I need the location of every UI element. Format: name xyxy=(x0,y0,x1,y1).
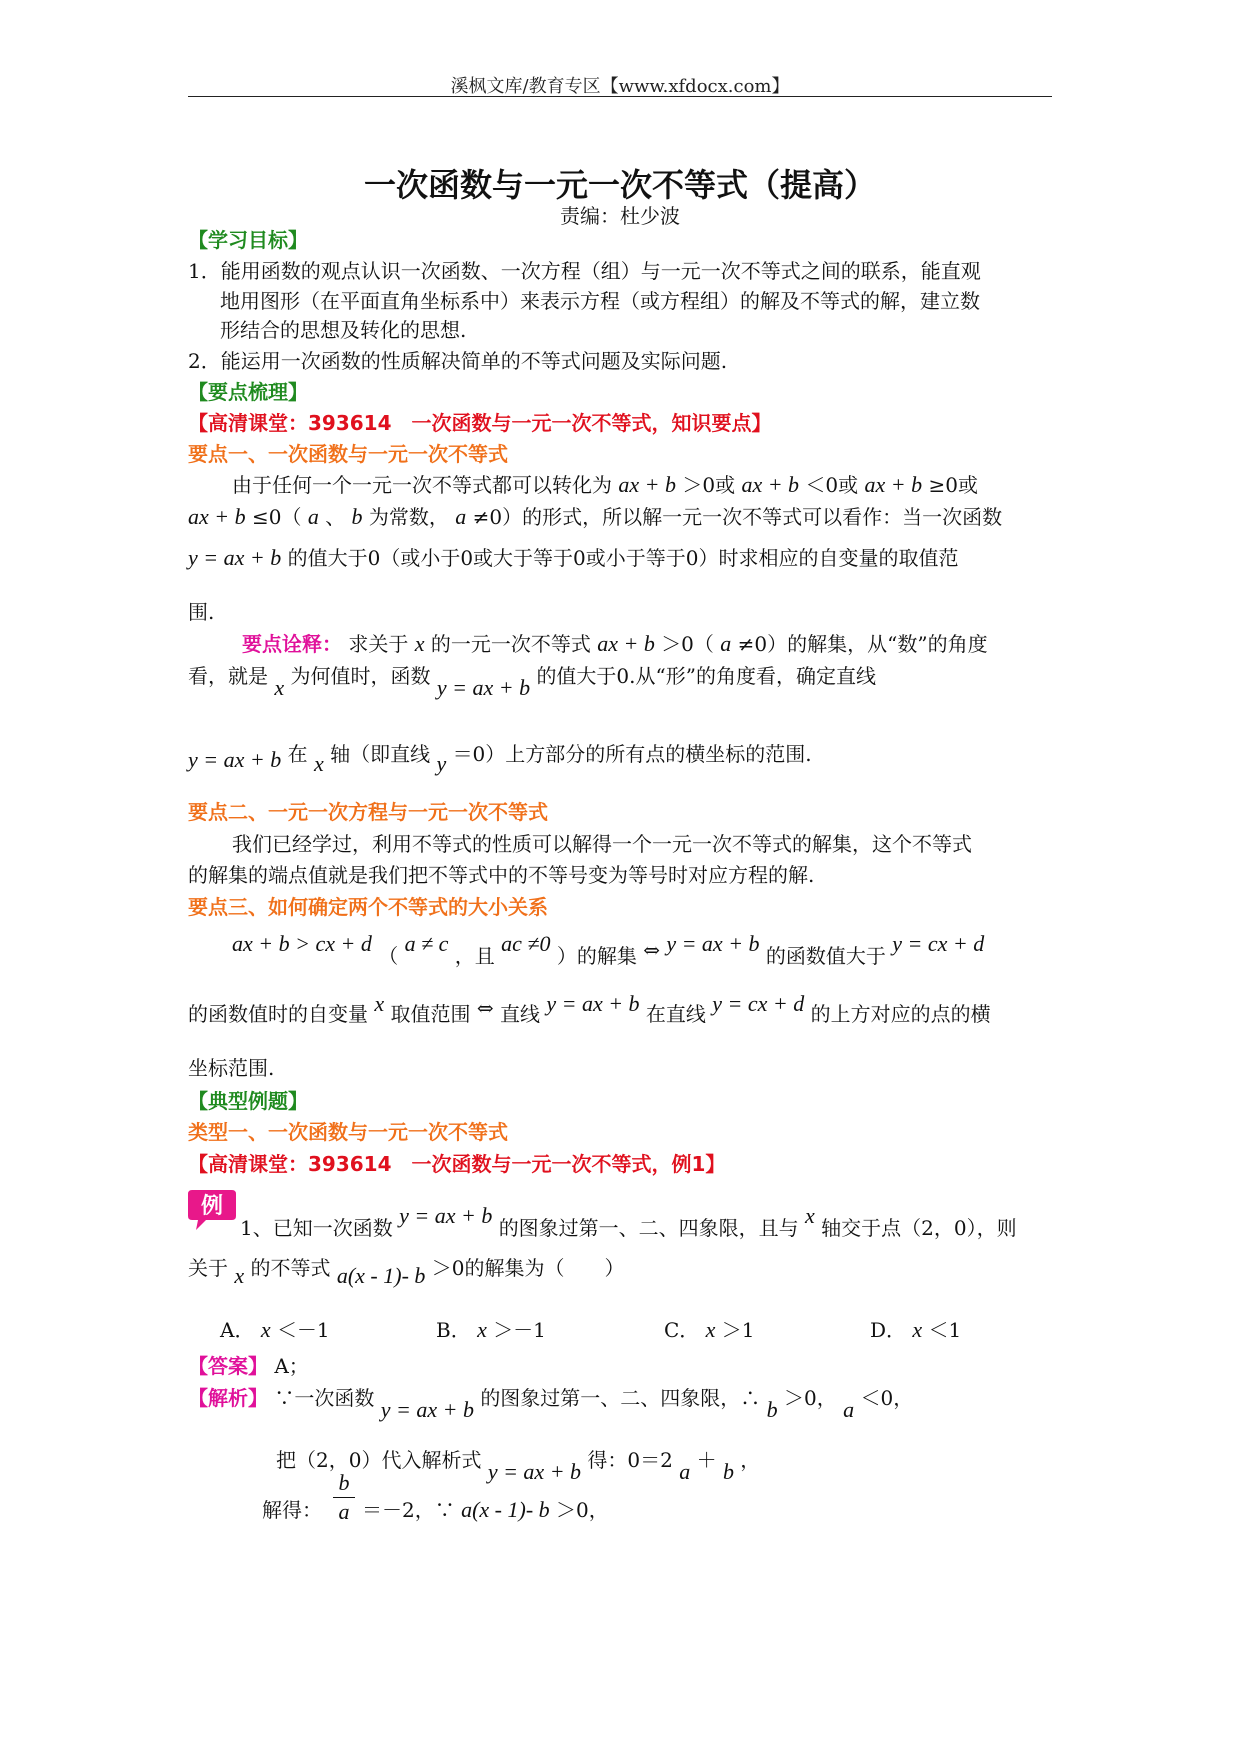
text: ＋ xyxy=(696,1448,717,1472)
math-y-cxd: y = cx + d xyxy=(892,931,985,956)
math-y-axb: y = ax + b xyxy=(380,1397,474,1422)
answer-value: A； xyxy=(274,1354,309,1378)
text: 由于任何一个一元一次不等式都可以转化为 xyxy=(232,473,612,497)
answer-line xyxy=(188,1352,309,1380)
math-axb: ax + b xyxy=(597,631,655,656)
math-x: x xyxy=(274,675,285,700)
type-1-heading: 类型一、一次函数与一元一次不等式 xyxy=(188,1120,508,1144)
example-badge-label: 例 xyxy=(200,1194,224,1219)
keypoint-3-heading: 要点三、如何确定两个不等式的大小关系 xyxy=(188,895,548,919)
example-badge-icon xyxy=(186,1186,238,1236)
text: 的不等式 xyxy=(250,1256,331,1280)
example-badge xyxy=(186,1186,238,1236)
text: ＜0或 xyxy=(805,473,859,497)
text: 求关于 xyxy=(348,632,409,656)
text: （ xyxy=(378,944,399,968)
kp2-line-1: 我们已经学过，利用不等式的性质可以解得一个一元一次不等式的解集，这个不等式 xyxy=(232,832,972,856)
kp3-line-1 xyxy=(232,930,985,968)
text: ＞0的解集为（ ） xyxy=(431,1256,625,1280)
option-d[interactable] xyxy=(870,1316,961,1344)
math-a: a xyxy=(307,504,319,529)
math-x: x xyxy=(374,991,385,1016)
hd-class-link-1[interactable]: 【高清课堂：393614 一次函数与一元一次不等式，知识要点】 xyxy=(188,411,772,435)
math-a: a xyxy=(843,1397,855,1422)
kp3-line-2 xyxy=(188,991,991,1028)
text: ≠0）的形式，所以解一元一次不等式可以看作：当一次函数 xyxy=(472,505,1003,529)
goal-1-line-2: 地用图形（在平面直角坐标系中）来表示方程（或方程组）的解及不等式的解，建立数 xyxy=(220,289,980,313)
text: 看，就是 xyxy=(188,664,268,688)
text: ＜0， xyxy=(860,1386,914,1410)
kp1-note-line-2 xyxy=(188,662,876,700)
option-a[interactable] xyxy=(220,1316,330,1344)
kp1-line-1 xyxy=(232,471,978,499)
goal-2: 2．能运用一次函数的性质解决简单的不等式问题及实际问题. xyxy=(188,349,728,373)
math-y-axb: y = ax + b xyxy=(188,545,282,570)
text: 为常数， xyxy=(368,505,449,529)
iff-symbol: ⇔ xyxy=(643,938,660,962)
math-y-axb: y = ax + b xyxy=(487,1459,582,1484)
fraction-b-over-a xyxy=(333,1470,355,1525)
example-1-line-2 xyxy=(188,1254,625,1288)
option-b[interactable] xyxy=(436,1316,546,1344)
option-a-label: A． xyxy=(220,1318,255,1342)
goals-heading: 【学习目标】 xyxy=(188,228,308,252)
document-title: 一次函数与一元一次不等式（提高） xyxy=(363,166,876,204)
text: ， xyxy=(740,1448,761,1472)
examples-heading: 【典型例题】 xyxy=(188,1089,308,1113)
math-a: a xyxy=(720,631,732,656)
option-d-value: ＜1 xyxy=(928,1318,962,1342)
text: 在直线 xyxy=(645,1002,706,1026)
kp1-line-4: 围. xyxy=(188,600,215,624)
math-y-axb: y = ax + b xyxy=(666,931,760,956)
math-inequality: a(x - 1)- b xyxy=(336,1263,426,1288)
text: 的上方对应的点的横 xyxy=(810,1002,991,1026)
hd-class-link-2[interactable]: 【高清课堂：393614 一次函数与一元一次不等式，例1】 xyxy=(188,1152,726,1176)
page-header: 溪枫文库/教育专区【www.xfdocx.com】 xyxy=(450,76,790,97)
math-y-axb: y = ax + b xyxy=(399,1203,493,1228)
text: ∵一次函数 xyxy=(274,1386,375,1410)
math-b: b xyxy=(722,1459,734,1484)
math-x: x xyxy=(705,1317,716,1342)
fraction-bar xyxy=(333,1497,355,1498)
option-c-value: ＞1 xyxy=(721,1318,755,1342)
text: 轴交于点（2，0），则 xyxy=(821,1216,1017,1240)
math-axb: ax + b xyxy=(188,504,246,529)
option-a-value: ＜－1 xyxy=(276,1318,330,1342)
math-y-axb: y = ax + b xyxy=(436,675,531,700)
math-y-cxd: y = cx + d xyxy=(712,991,805,1016)
math-x: x xyxy=(234,1263,245,1288)
kp2-line-2: 的解集的端点值就是我们把不等式中的不等号变为等号时对应方程的解. xyxy=(188,863,815,887)
editor-line: 责编：杜少波 xyxy=(560,204,680,228)
fraction-numerator: b xyxy=(338,1470,350,1495)
text: 的函数值时的自变量 xyxy=(188,1002,368,1026)
kp1-line-3 xyxy=(188,544,959,572)
math-ac-ne0: ac ≠0 xyxy=(501,931,551,956)
math-b: b xyxy=(766,1397,778,1422)
math-x: x xyxy=(313,751,324,776)
math-axb: ax + b xyxy=(741,472,800,497)
math-a: a xyxy=(679,1459,691,1484)
text: 的一元一次不等式 xyxy=(430,632,591,656)
text: 为何值时，函数 xyxy=(290,664,431,688)
text: ≥0或 xyxy=(928,473,978,497)
math-axb: ax + b xyxy=(864,472,923,497)
option-d-label: D． xyxy=(870,1318,907,1342)
text: ＞0， xyxy=(784,1386,837,1410)
iff-symbol: ⇔ xyxy=(476,996,494,1020)
keypoints-heading: 【要点梳理】 xyxy=(188,380,308,404)
fraction-denominator: a xyxy=(338,1499,350,1524)
example-1-line-1 xyxy=(240,1203,1017,1242)
keypoint-2-heading: 要点二、一元一次方程与一元一次不等式 xyxy=(188,800,548,824)
text: ＞0（ xyxy=(661,632,714,656)
analysis-line-1 xyxy=(188,1384,914,1422)
text: 的值大于0（或小于0或大于等于0或小于等于0）时求相应的自变量的取值范 xyxy=(287,546,959,570)
analysis-line-3-prefix: 解得： xyxy=(262,1498,322,1522)
math-inequality: a(x - 1)- b xyxy=(461,1497,550,1522)
text: ≤0（ xyxy=(251,505,302,529)
option-c-label: C． xyxy=(664,1318,700,1342)
math-y-axb: y = ax + b xyxy=(188,747,282,772)
math-x: x xyxy=(477,1317,487,1342)
text: 得：0＝2 xyxy=(587,1448,673,1472)
goal-1-line-1: 1．能用函数的观点认识一次函数、一次方程（组）与一元一次不等式之间的联系，能直观 xyxy=(188,259,981,283)
math-axb: ax + b xyxy=(618,472,676,497)
kp1-note-line-1 xyxy=(242,630,988,658)
math-x: x xyxy=(414,631,425,656)
math-a: a xyxy=(455,504,467,529)
text: 1、已知一次函数 xyxy=(240,1216,393,1240)
analysis-label: 【解析】 xyxy=(188,1386,268,1410)
text: ，且 xyxy=(454,944,495,968)
text: 在 xyxy=(287,742,308,766)
text: 、 xyxy=(325,505,346,529)
math-x: x xyxy=(260,1317,271,1342)
math-a-ne-c: a ≠ c xyxy=(404,931,449,956)
text: 的函数值大于 xyxy=(765,944,886,968)
text: 把（2，0）代入解析式 xyxy=(276,1448,482,1472)
math-y: y xyxy=(436,751,447,776)
option-b-label: B． xyxy=(436,1318,471,1342)
kp1-line-2 xyxy=(188,503,1002,531)
header-divider xyxy=(188,96,1052,97)
text: ＞0或 xyxy=(682,473,736,497)
option-b-value: ＞－1 xyxy=(493,1318,546,1342)
analysis-line-3 xyxy=(362,1496,609,1524)
text: ＞0， xyxy=(556,1498,609,1522)
text: ＝0）上方部分的所有点的横坐标的范围. xyxy=(452,742,812,766)
kp3-line-3: 坐标范围. xyxy=(188,1056,275,1080)
text: 直线 xyxy=(499,1002,540,1026)
kp1-note-line-3 xyxy=(188,740,812,776)
math-x: x xyxy=(805,1203,815,1228)
text: 轴（即直线 xyxy=(330,742,431,766)
text: 的图象过第一、二、四象限，∴ xyxy=(480,1386,761,1410)
text: ≠0）的解集，从“数”的角度 xyxy=(737,632,988,656)
text: 关于 xyxy=(188,1256,228,1280)
note-label: 要点诠释： xyxy=(242,632,342,656)
text: 的图象过第一、二、四象限，且与 xyxy=(498,1216,799,1240)
text: ）的解集 xyxy=(556,944,637,968)
keypoint-1-heading: 要点一、一次函数与一元一次不等式 xyxy=(188,442,508,466)
text: ＝－2，∵ xyxy=(362,1498,455,1522)
answer-label: 【答案】 xyxy=(188,1354,268,1378)
goal-1-line-3: 形结合的思想及转化的思想. xyxy=(220,318,467,342)
text: 的值大于0.从“形”的角度看，确定直线 xyxy=(536,664,876,688)
text: 取值范围 xyxy=(390,1002,471,1026)
math-x: x xyxy=(912,1317,923,1342)
math-b: b xyxy=(351,504,363,529)
option-c[interactable] xyxy=(664,1316,755,1344)
math-y-axb: y = ax + b xyxy=(546,991,640,1016)
math-inequality: ax + b > cx + d xyxy=(232,931,372,956)
